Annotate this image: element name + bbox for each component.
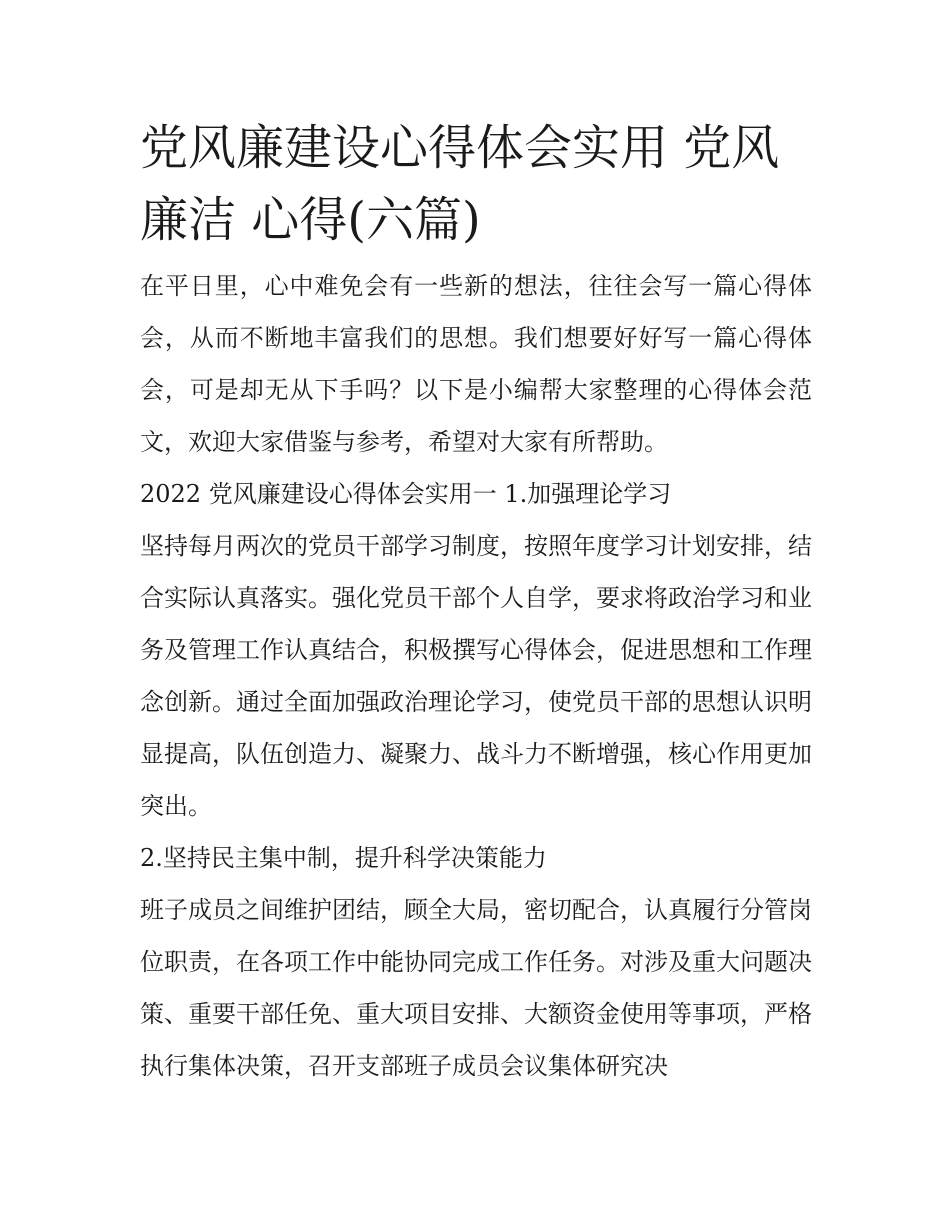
section-body-2: 班子成员之间维护团结，顾全大局，密切配合，认真履行分管岗位职责，在各项工作中能协同完成工作任务。对涉及重大问题决策、重要干部任免、重大项目安排、大额资金使用等事项，严格执行集体决策，召开支部班子成员会议集体研究决 (140, 896, 812, 1080)
intro-paragraph: 在平日里，心中难免会有一些新的想法，往往会写一篇心得体会，从而不断地丰富我们的思想。我们想要好好写一篇心得体会，可是却无从下手吗？以下是小编帮大家整理的心得体会范文，欢迎大家借鉴与参考，希望对大家有所帮助。 (140, 272, 812, 456)
section-heading-2: 2.坚持民主集中制，提升科学决策能力 (140, 844, 547, 872)
document-page (140, 112, 812, 1092)
section-body-1: 坚持每月两次的党员干部学习制度，按照年度学习计划安排，结合实际认真落实。强化党员干部个人自学，要求将政治学习和业务及管理工作认真结合，积极撰写心得体会，促进思想和工作理念创新。通过全面加强政治理论学习，使党员干部的思想认识明显提高，队伍创造力、凝聚力、战斗力不断增强，核心作用更加突出。 (140, 532, 812, 820)
section-heading-1: 2022 党风廉建设心得体会实用一 1.加强理论学习 (140, 480, 672, 508)
document-title: 党风廉建设心得体会实用 党风廉洁 心得(六篇) (140, 120, 780, 248)
